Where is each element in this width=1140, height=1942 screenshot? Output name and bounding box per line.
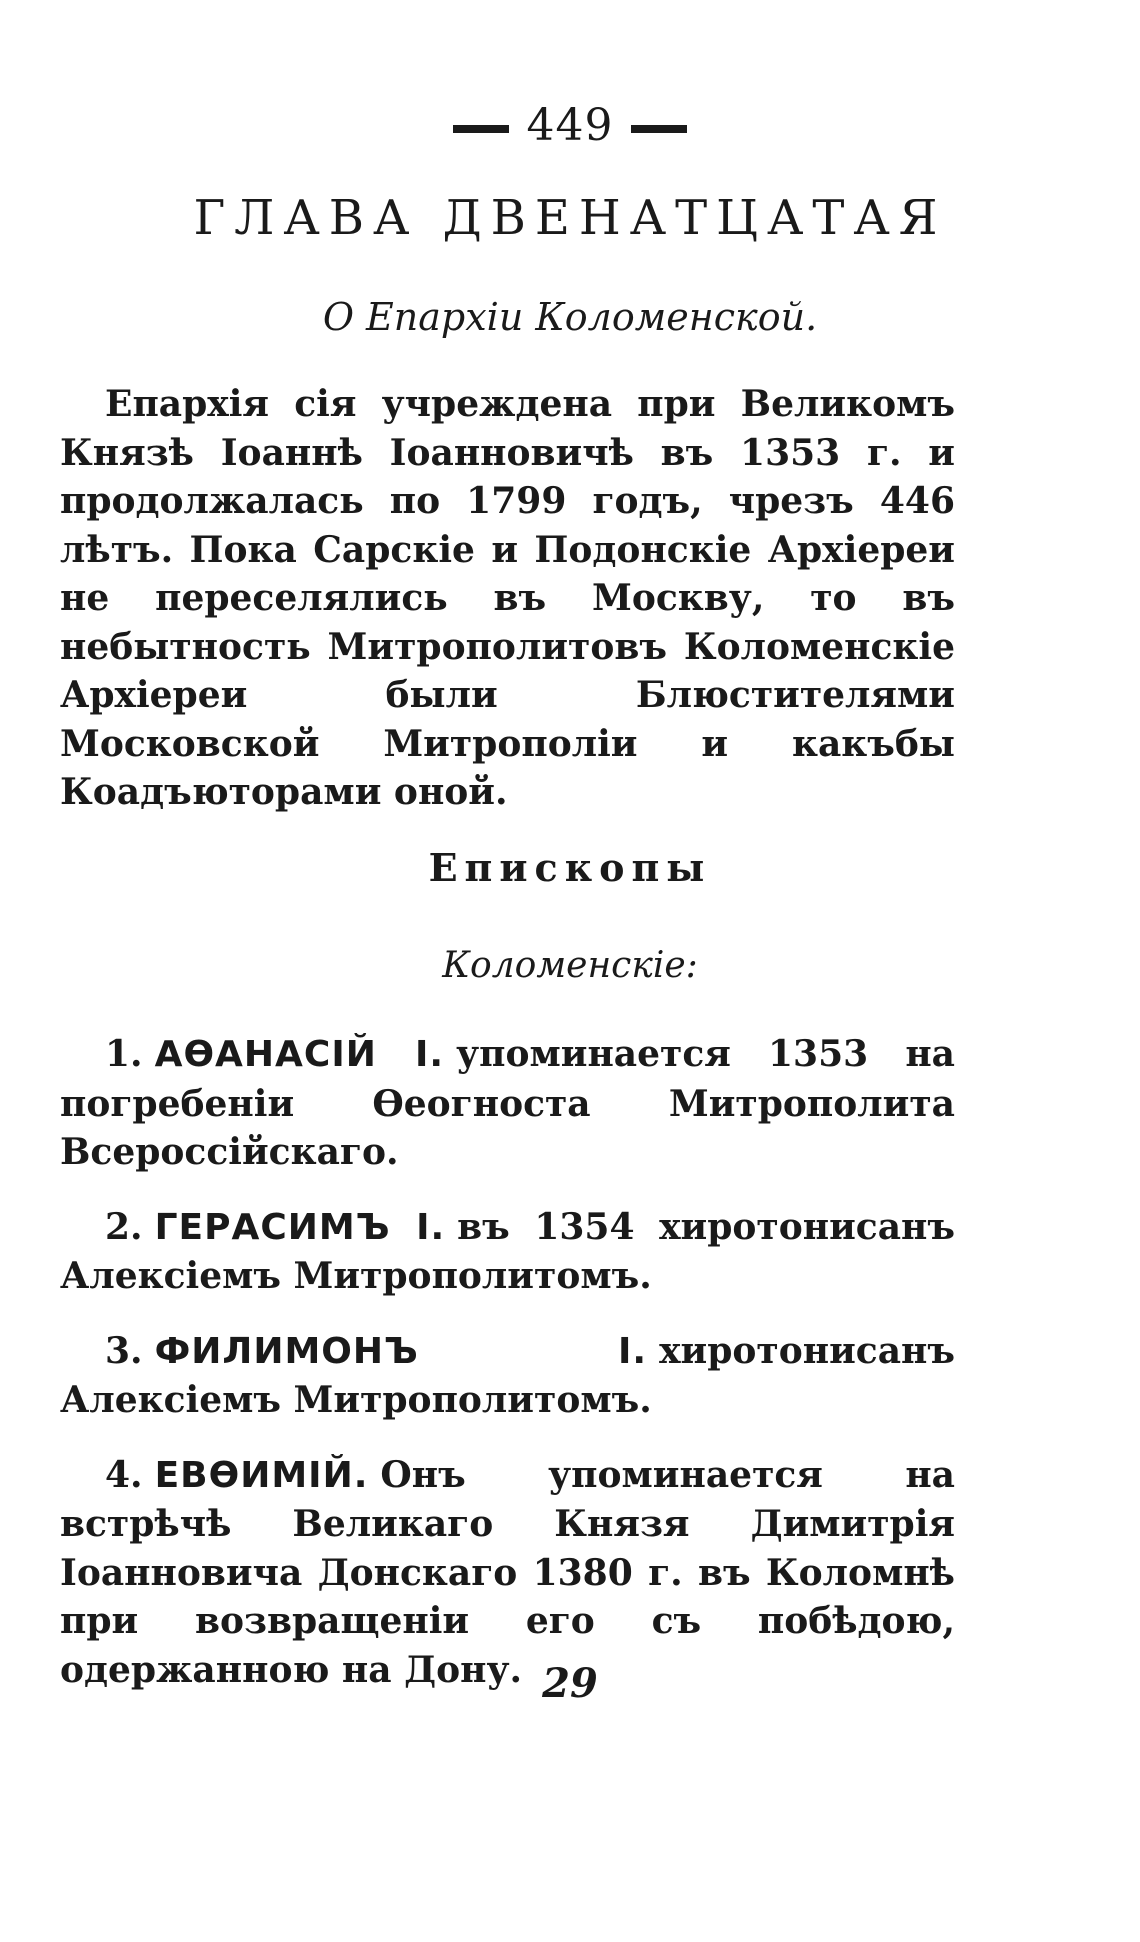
entry-name: АѲАНАСІЙ І. (154, 1034, 445, 1075)
bishops-subheading: Коломенскіе: (442, 945, 698, 986)
entry-name: ФИЛИМОНЪ І. (154, 1330, 648, 1372)
entry-name: ГЕРАСИМЪ І. (154, 1206, 446, 1248)
page-number (0, 100, 1140, 151)
bishops-heading: Епископы (428, 845, 712, 890)
bishop-entry (60, 1030, 955, 1177)
bishop-entry (60, 1203, 955, 1301)
entry-text: Онъ упоминается на встрѣчѣ Великаго Князя Димитрія Іоанновича Донскаго 1380 г. въ Коломнѣ при возвращеніи его съ побѣдою, одержанною на Дону. (60, 1453, 955, 1691)
bishop-entry (60, 1327, 955, 1425)
left-dash (453, 125, 509, 133)
entry-text: въ 1354 хиротонисанъ Алексіемъ Митрополитомъ. (60, 1205, 955, 1297)
intro-paragraph-block (60, 380, 955, 817)
entry-number: 1. (105, 1033, 143, 1075)
right-dash (631, 125, 687, 133)
page-number-value: 449 (526, 100, 614, 151)
bishop-entries (60, 1030, 955, 1720)
entry-text: хиротонисанъ Алексіемъ Митрополитомъ. (60, 1329, 955, 1421)
intro-paragraph: Епархія сія учреждена при Великомъ Князѣ Іоаннѣ Іоанновичѣ въ 1353 г. и продолжалась по 1799 годъ, чрезъ 446 лѣтъ. Пока Сарскіе и Подонскіе Архіереи не переселялись въ Москву, то въ небытность Митрополитовъ Коломенскіе Архіереи были Блюстителями Московской Митрополіи и какъбы Коадъюторами оной. (60, 383, 955, 813)
section-title: О Епархіи Коломенской. (322, 295, 818, 339)
bishop-entry (60, 1451, 955, 1695)
chapter-title: ГЛАВА ДВЕНАТЦАТАЯ (193, 190, 947, 246)
entry-text: упоминается 1353 на погребеніи Ѳеогноста Митрополита Всероссійскаго. (60, 1033, 955, 1173)
entry-number: 3. (105, 1329, 143, 1372)
entry-name: ЕВѲИМІЙ. (154, 1454, 369, 1496)
signature-mark: 29 (542, 1660, 598, 1707)
entry-number: 2. (105, 1205, 143, 1248)
entry-number: 4. (105, 1453, 143, 1496)
